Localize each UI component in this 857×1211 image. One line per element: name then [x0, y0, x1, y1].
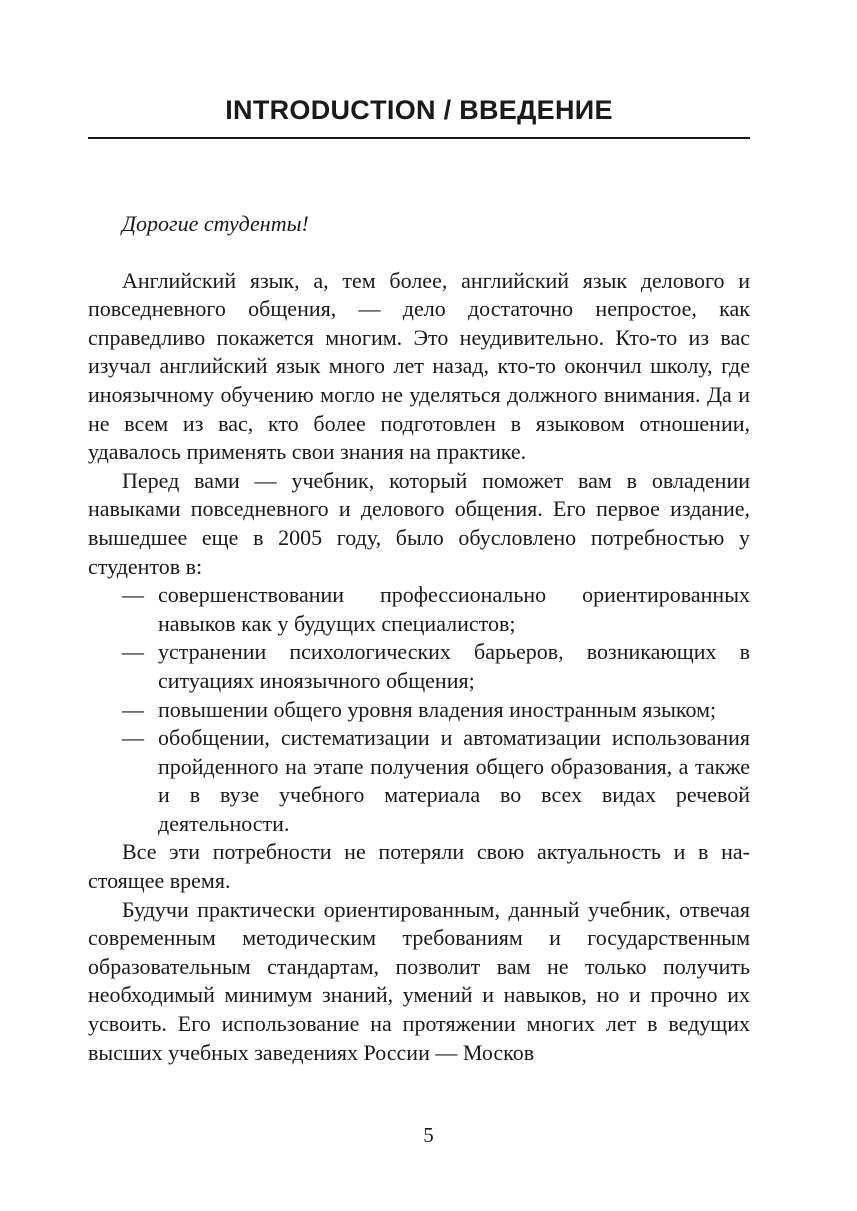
- list-item: [88, 696, 750, 725]
- paragraph-2: Перед вами — учебник, который поможет вам в овладении навыками повседневного и делового общения. Его первое издание, вышедшее еще в 2005 году, было обусловлено потребностью у студентов в:: [88, 467, 750, 579]
- body-text: [88, 210, 750, 1067]
- greeting: Дорогие студенты!: [122, 211, 309, 236]
- dash-marker: —: [122, 639, 144, 665]
- needs-list: [88, 581, 750, 838]
- title-underline: [88, 137, 750, 139]
- chapter-title: INTRODUCTION / ВВЕДЕНИЕ: [225, 95, 613, 125]
- list-item: [88, 724, 750, 838]
- list-item: [88, 581, 750, 638]
- dash-marker: —: [122, 582, 144, 608]
- list-item: [88, 638, 750, 695]
- dash-marker: —: [122, 725, 144, 751]
- paragraph-4: Будучи практически ориентированным, данный учебник, отвечая современным методическим требованиям и государственным образовательным стандартам, позволит вам не только получить необходимый минимум знаний, умений и навыков, но и прочно их усвоить. Его использование на протяжении многих лет в ведущих высших учебных заведениях России — Москов: [88, 896, 750, 1065]
- dash-marker: —: [122, 696, 144, 722]
- list-item-text: совершенствовании профессионально ориентированных навыков как у будущих специалистов;: [158, 582, 750, 636]
- list-item-text: обобщении, систематизации и автоматизации использования пройденного на этапе получения общего образования, а также и в вузе учебного материала во всех видах речевой деятельности.: [158, 725, 750, 836]
- list-item-text: повышении общего уровня владения иностранным языком;: [158, 696, 717, 722]
- page-number: 5: [423, 1123, 434, 1147]
- paragraph-3: Все эти потребности не потеряли свою актуальность и в настоящее время.: [88, 839, 750, 894]
- list-item-text: устранении психологических барьеров, возникающих в ситуациях иноязычного общения;: [158, 639, 750, 693]
- paragraph-1: Английский язык, а, тем более, английский язык делового и повседневного общения, — дело достаточно непростое, как справедливо покажется многим. Это неудивительно. Кто-то из вас изучал английский язык много лет назад, кто-то окончил школу, где иноязычному обучению могло не уделяться должного внимания. Да и не всем из вас, кто более подготовлен в языковом отношении, удавалось применять свои знания на практике.: [88, 267, 750, 465]
